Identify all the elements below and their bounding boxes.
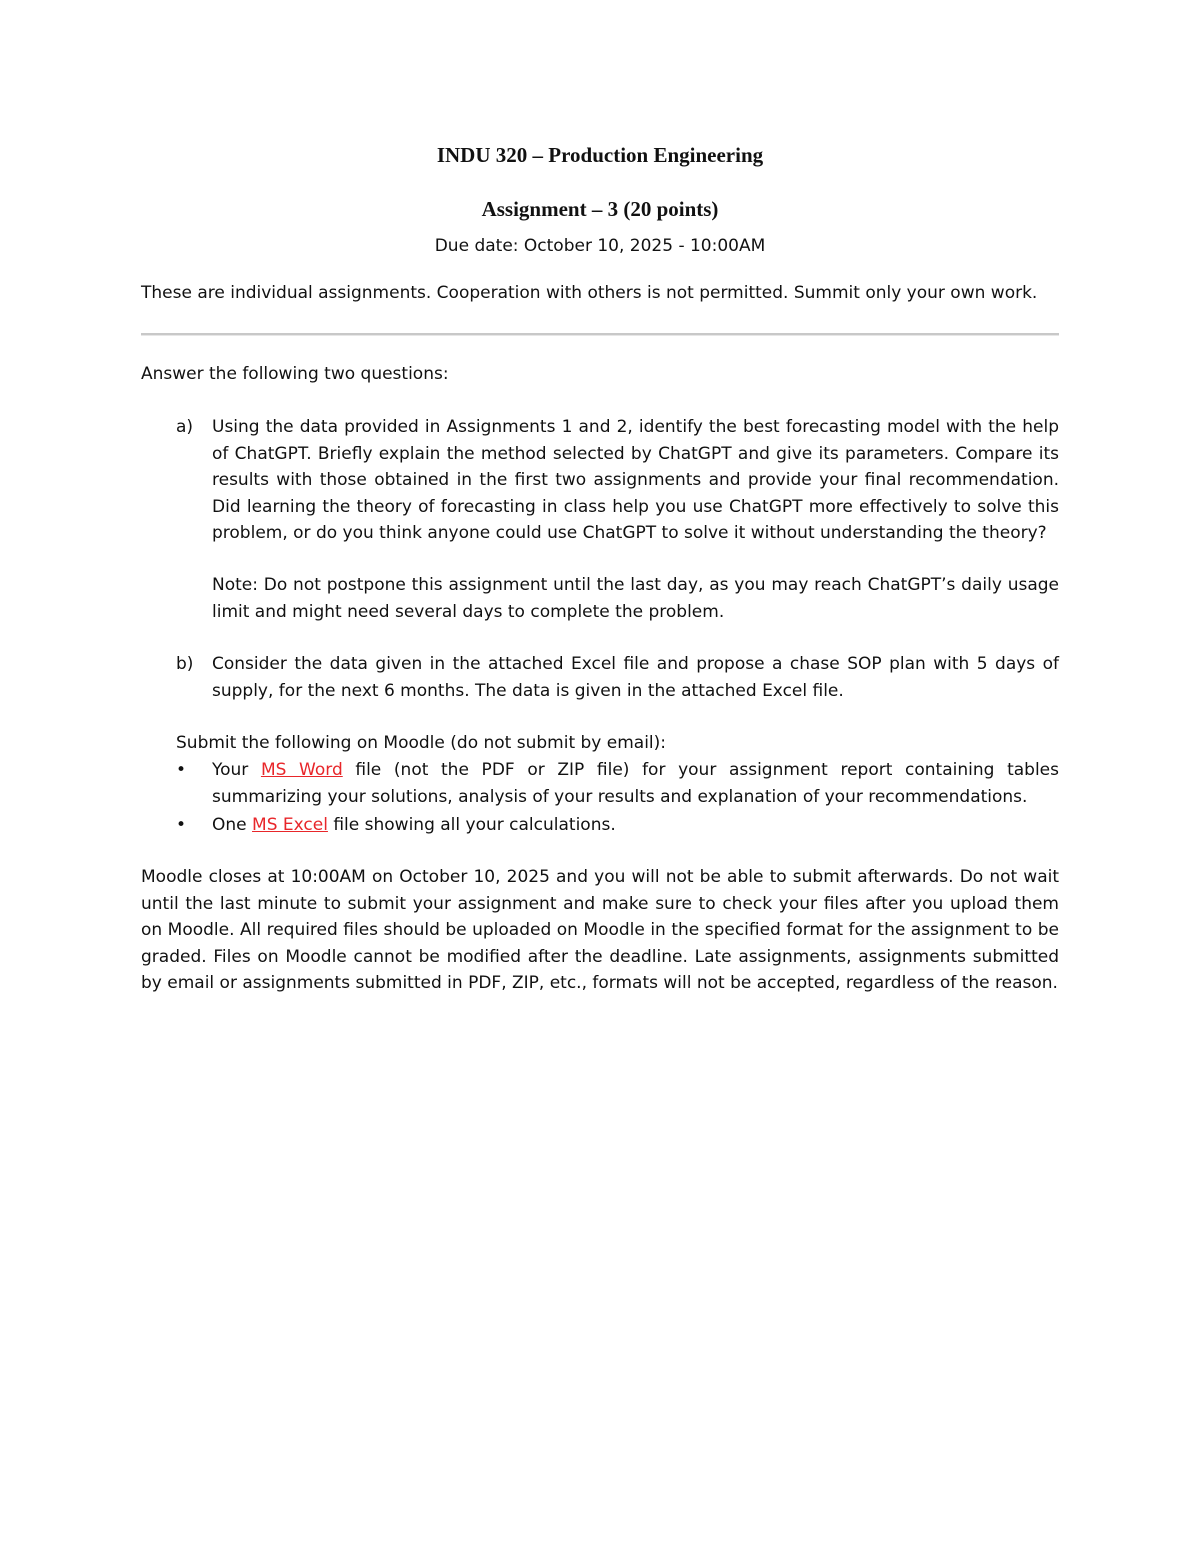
bullet-suffix: file (not the PDF or ZIP file) for your assignment report containing tables summarizing your solutions, analysis of your results and explanation of your recommendations. (212, 760, 1059, 807)
due-date: Due date: October 10, 2025 - 10:00AM (434, 236, 766, 256)
question-a-note: Note: Do not postpone this assignment until the last day, as you may reach ChatGPT’s daily usage limit and might need several days to complete the problem. (212, 575, 1059, 622)
submission-bullet-word (212, 757, 1059, 810)
bullet-marker: • (176, 760, 187, 780)
assignment-title: Assignment – 3 (20 points) (481, 197, 719, 221)
question-a-label: a) (176, 417, 194, 437)
question-a-text: Using the data provided in Assignments 1 and 2, identify the best forecasting model with the help of ChatGPT. Briefly explain the method selected by ChatGPT and give its parameters. Compare its results with those obtained in the first two assignments and provide your final recommendation. Did learning the theory of forecasting in class help you use ChatGPT more effectively to solve this problem, or do you think anyone could use ChatGPT to solve it without understanding the theory? (212, 417, 1059, 543)
question-b-label: b) (176, 654, 194, 674)
submission-bullet-excel (212, 812, 1059, 839)
course-title: INDU 320 – Production Engineering (436, 143, 764, 167)
questions-lead: Answer the following two questions: (141, 364, 449, 384)
bullet-marker: • (176, 815, 187, 835)
closing-paragraph: Moodle closes at 10:00AM on October 10, 2025 and you will not be able to submit afterwards. Do not wait until the last minute to submit your assignment and make sure to check your files after you upload them on Moodle. All required files should be uploaded on Moodle in the specified format for the assignment to be graded. Files on Moodle cannot be modified after the deadline. Late assignments, assignments submitted by email or assignments submitted in PDF, ZIP, etc., formats will not be accepted, regardless of the reason. (141, 867, 1059, 993)
individual-work-notice: These are individual assignments. Cooperation with others is not permitted. Summit only your own work. (141, 283, 1038, 303)
bullet-prefix: Your (212, 760, 261, 780)
question-b-text: Consider the data given in the attached Excel file and propose a chase SOP plan with 5 days of supply, for the next 6 months. The data is given in the attached Excel file. (212, 654, 1059, 701)
ms-excel-link[interactable]: MS Excel (252, 815, 328, 835)
ms-word-link[interactable]: MS Word (260, 760, 343, 780)
bullet-prefix: One (212, 815, 253, 835)
submission-lead: Submit the following on Moodle (do not submit by email): (176, 733, 667, 753)
bullet-suffix: file showing all your calculations. (327, 815, 616, 835)
horizontal-divider (141, 333, 1059, 336)
